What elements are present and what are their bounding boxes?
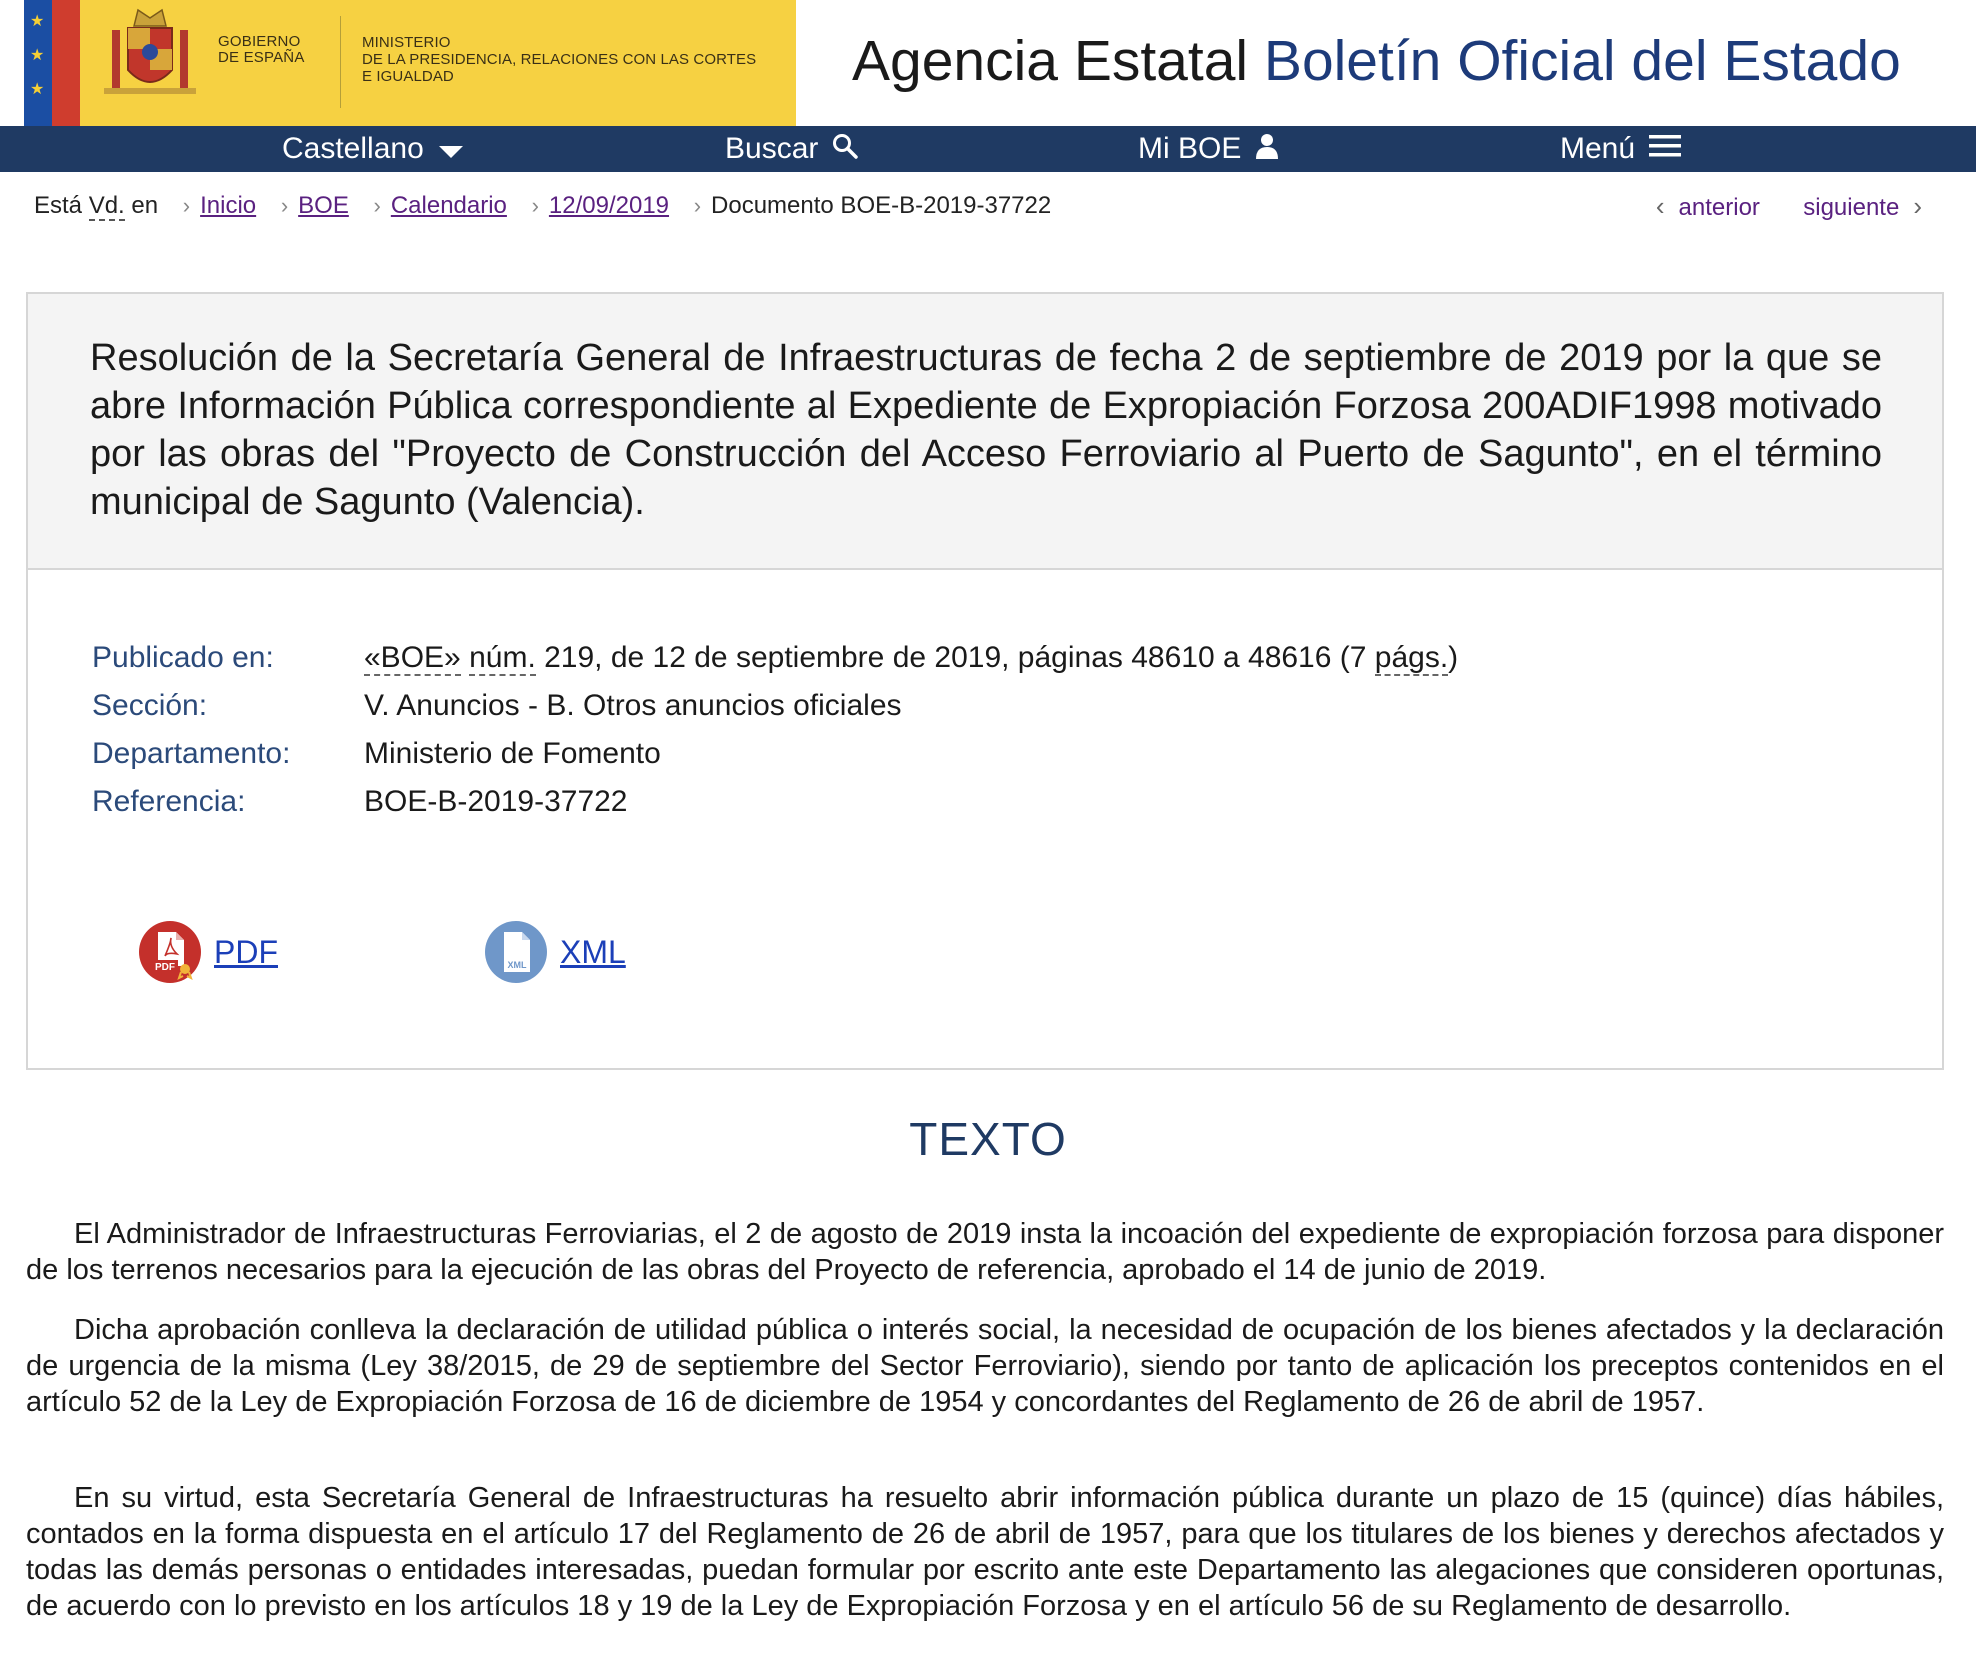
site-title-main: Boletín Oficial del Estado bbox=[1263, 29, 1901, 93]
star-icon: ★ bbox=[30, 81, 45, 98]
xml-download[interactable] bbox=[484, 914, 626, 984]
texto-heading: TEXTO bbox=[909, 1113, 1067, 1165]
ministry-line-3: E IGUALDAD bbox=[362, 68, 454, 85]
chevron-right-icon: › bbox=[531, 193, 539, 218]
xml-icon bbox=[484, 920, 548, 984]
document-metadata bbox=[92, 634, 1458, 826]
star-icon: ★ bbox=[30, 13, 45, 30]
my-boe-button[interactable] bbox=[1138, 126, 1279, 172]
ministry-name bbox=[362, 34, 756, 85]
hamburger-icon bbox=[1649, 127, 1681, 173]
meta-department bbox=[92, 730, 1458, 778]
xml-link[interactable]: XML bbox=[560, 933, 626, 970]
site-title[interactable] bbox=[852, 26, 1901, 96]
search-icon bbox=[832, 127, 858, 173]
site-title-prefix: Agencia Estatal bbox=[852, 29, 1249, 93]
breadcrumb-date[interactable]: 12/09/2019 bbox=[548, 192, 670, 219]
document-box bbox=[26, 292, 1944, 1070]
pdf-download[interactable] bbox=[138, 914, 278, 984]
department-label: Departamento: bbox=[92, 737, 291, 770]
reference-label: Referencia: bbox=[92, 785, 246, 818]
breadcrumb-boe[interactable]: BOE bbox=[298, 192, 349, 219]
search-label: Buscar bbox=[725, 132, 819, 165]
meta-published bbox=[92, 634, 1458, 682]
language-selector[interactable] bbox=[282, 126, 464, 172]
ministry-line-2: DE LA PRESIDENCIA, RELACIONES CON LAS CORTES bbox=[362, 51, 757, 68]
breadcrumb-intro: Está bbox=[34, 192, 89, 219]
next-link[interactable]: siguiente bbox=[1803, 194, 1900, 221]
search-button[interactable] bbox=[725, 126, 858, 172]
published-value bbox=[364, 641, 1458, 676]
chevron-right-icon: › bbox=[1913, 191, 1922, 221]
published-end: ) bbox=[1448, 641, 1459, 674]
text-paragraph-3: En su virtud, esta Secretaría General de Infraestructuras ha resuelto abrir información pública durante un plazo de 15 (quince) días hábiles, contados en la forma dispuesta en el artículo 17 del Reglamento de 26 de abril de 1957, para que los titulares de los bienes y derechos afectados y todas las demás personas o entidades interesadas, puedan formular por escrito ante este Departamento las alegaciones que consideren oportunas, de acuerdo con lo previsto en los artículos 18 y 19 de la Ley de Expropiación Forzosa y en el artículo 56 de su Reglamento de desarrollo. bbox=[26, 1482, 1944, 1622]
pdf-link[interactable]: PDF bbox=[214, 933, 278, 970]
breadcrumb-current: Documento BOE-B-2019-37722 bbox=[711, 192, 1052, 219]
government-name bbox=[218, 34, 305, 66]
coat-of-arms-icon bbox=[98, 0, 202, 104]
abbr-num: núm. bbox=[469, 641, 536, 674]
meta-reference bbox=[92, 778, 1458, 826]
main-navbar bbox=[0, 126, 1976, 172]
breadcrumb bbox=[34, 188, 1051, 224]
published-label: Publicado en: bbox=[92, 641, 274, 674]
breadcrumb-inicio[interactable]: Inicio bbox=[200, 192, 257, 219]
reference-value: BOE-B-2019-37722 bbox=[364, 785, 628, 818]
chevron-right-icon: › bbox=[182, 193, 191, 218]
caret-down-icon bbox=[438, 127, 464, 173]
abbr-pags: págs. bbox=[1374, 641, 1449, 674]
published-detail: 219, de 12 de septiembre de 2019, páginas 48610 a 48616 (7 bbox=[535, 641, 1375, 674]
menu-button[interactable] bbox=[1560, 126, 1681, 172]
language-label: Castellano bbox=[282, 132, 424, 165]
abbr-vd: Vd. bbox=[88, 192, 125, 219]
gov-line-1: GOBIERNO bbox=[218, 33, 301, 50]
abbr-boe: «BOE» bbox=[364, 641, 461, 674]
logo-divider bbox=[340, 16, 341, 108]
menu-label: Menú bbox=[1560, 132, 1636, 165]
star-icon: ★ bbox=[30, 47, 45, 64]
breadcrumb-intro-end: en bbox=[124, 192, 159, 219]
chevron-right-icon: › bbox=[693, 193, 702, 218]
section-label: Sección: bbox=[92, 689, 208, 722]
ministry-line-1: MINISTERIO bbox=[362, 34, 451, 51]
meta-section bbox=[92, 682, 1458, 730]
document-pager bbox=[1642, 188, 1936, 224]
eu-flag-strip bbox=[24, 0, 80, 126]
previous-link[interactable]: anterior bbox=[1678, 194, 1760, 221]
text-paragraph-2: Dicha aprobación conlleva la declaración de utilidad pública o interés social, la necesidad de ocupación de los bienes afectados y la declaración de urgencia de la misma (Ley 38/2015, de 29 de septiembre del Sector Ferroviario), siendo por tanto de aplicación los preceptos contenidos en el artículo 52 de la Ley de Expropiación Forzosa de 16 de diciembre de 1954 y concordantes del Reglamento de 26 de abril de 1957. bbox=[26, 1314, 1944, 1418]
document-title-box bbox=[28, 294, 1942, 570]
site-header bbox=[0, 0, 1976, 126]
my-boe-label: Mi BOE bbox=[1138, 132, 1242, 165]
user-icon bbox=[1255, 127, 1279, 173]
pdf-icon-label: PDF bbox=[155, 961, 175, 973]
chevron-left-icon: ‹ bbox=[1655, 191, 1665, 221]
gov-line-2: DE ESPAÑA bbox=[218, 49, 305, 66]
pdf-icon bbox=[138, 920, 202, 984]
chevron-right-icon: › bbox=[373, 193, 381, 218]
chevron-right-icon: › bbox=[280, 193, 289, 218]
department-value: Ministerio de Fomento bbox=[364, 737, 661, 770]
text-paragraph-1: El Administrador de Infraestructuras Ferroviarias, el 2 de agosto de 2019 insta la incoación del expediente de expropiación forzosa para disponer de los terrenos necesarios para la ejecución de las obras del Proyecto de referencia, aprobado el 14 de junio de 2019. bbox=[26, 1218, 1944, 1286]
section-value: V. Anuncios - B. Otros anuncios oficiales bbox=[364, 689, 902, 722]
xml-icon-label: XML bbox=[507, 959, 527, 970]
document-title: Resolución de la Secretaría General de Infraestructuras de fecha 2 de septiembre de 2019 por la que se abre Información Pública correspondiente al Expediente de Expropiación Forzosa 200ADIF1998 motivado por las obras del "Proyecto de Construcción del Acceso Ferroviario al Puerto de Sagunto", en el término municipal de Sagunto (Valencia). bbox=[90, 337, 1882, 523]
breadcrumb-calendario[interactable]: Calendario bbox=[390, 192, 507, 219]
